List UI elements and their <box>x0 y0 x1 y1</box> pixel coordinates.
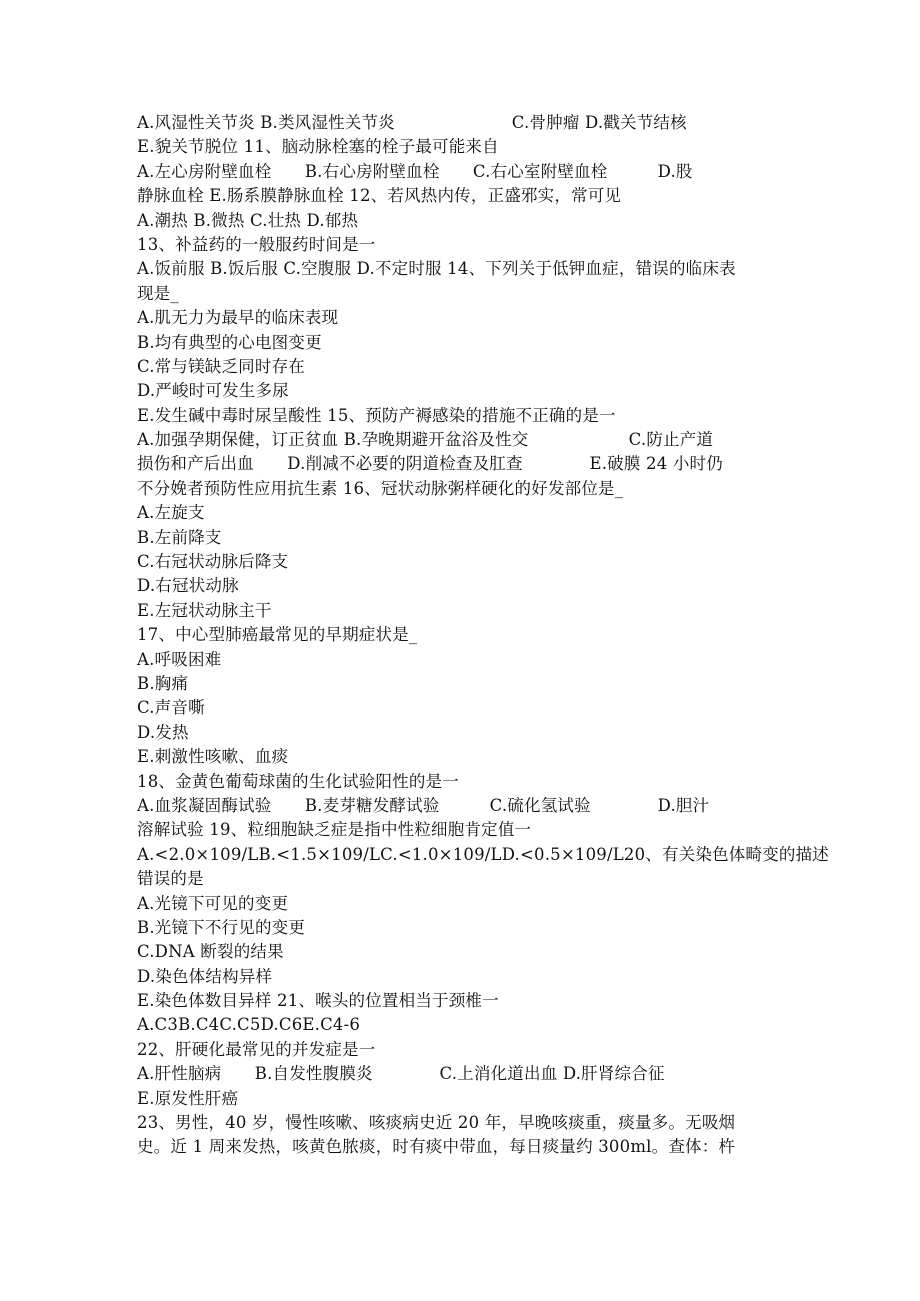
text-line: D.右冠状动脉 <box>137 576 239 596</box>
text-line: A.加强孕期保健，订正贫血 B.孕晚期避开盆浴及性交 C.防止产道 <box>137 430 714 450</box>
text-line: B.均有典型的心电图变更 <box>137 332 322 352</box>
text-line: A.左旋支 <box>137 503 205 523</box>
text-line: A.左心房附壁血栓 B.右心房附壁血栓 C.右心室附壁血栓 D.股 <box>137 161 693 181</box>
text-line: A.肌无力为最早的临床表现 <box>137 308 339 328</box>
text-line: B.胸痛 <box>137 673 189 693</box>
text-line: E.原发性肝癌 <box>137 1088 239 1108</box>
text-line: E.染色体数目异样 21、喉头的位置相当于颈椎一 <box>137 991 499 1011</box>
text-line: A.光镜下可见的变更 <box>137 893 289 913</box>
text-line: A.潮热 B.微热 C.壮热 D.郁热 <box>137 210 359 230</box>
text-line: C.右冠状动脉后降支 <box>137 552 289 572</box>
text-line: 18、金黄色葡萄球菌的生化试验阳性的是一 <box>137 771 459 791</box>
text-line: D.染色体结构异样 <box>137 966 273 986</box>
text-line: 损伤和产后出血 D.削减不必要的阴道检查及肛查 E.破膜 24 小时仍 <box>137 454 723 474</box>
text-line: 史。近 1 周来发热，咳黄色脓痰，时有痰中带血，每日痰量约 300ml。查体：杵 <box>137 1137 736 1157</box>
text-line: A.呼吸困难 <box>137 649 222 669</box>
text-line: D.严峻时可发生多尿 <box>137 381 289 401</box>
text-line: B.左前降支 <box>137 527 222 547</box>
text-line: A.血浆凝固酶试验 B.麦芽糖发酵试验 C.硫化氢试验 D.胆汁 <box>137 795 710 815</box>
text-line: 溶解试验 19、粒细胞缺乏症是指中性粒细胞肯定值一 <box>137 820 532 840</box>
text-line: B.光镜下不行见的变更 <box>137 917 306 937</box>
text-line: A.风湿性关节炎 B.类风湿性关节炎 C.骨肿瘤 D.戳关节结核 <box>137 113 687 132</box>
text-line: D.发热 <box>137 722 189 742</box>
text-line: 不分娩者预防性应用抗生素 16、冠状动脉粥样硬化的好发部位是_ <box>137 478 624 498</box>
text-line: 错误的是 <box>137 869 204 889</box>
text-line: A.<2.0×109/LB.<1.5×109/LC.<1.0×109/LD.<0.5×109/L20、有关染色体畸变的描述 <box>137 844 829 864</box>
text-line: E.发生碱中毒时尿呈酸性 15、预防产褥感染的措施不正确的是一 <box>137 405 616 425</box>
text-line: A.饭前服 B.饭后服 C.空腹服 D.不定时服 14、下列关于低钾血症，错误的临床表 <box>137 259 736 279</box>
text-line: C.声音嘶 <box>137 698 205 718</box>
text-line: A.肝性脑病 B.自发性腹膜炎 C.上消化道出血 D.肝肾综合征 <box>137 1064 665 1084</box>
text-line: E.刺激性咳嗽、血痰 <box>137 747 289 767</box>
text-line: 13、补益药的一般服药时间是一 <box>137 234 376 254</box>
text-line: E.貌关节脱位 11、脑动脉栓塞的栓子最可能来自 <box>137 137 499 157</box>
text-line: 22、肝硬化最常见的并发症是一 <box>137 1039 376 1059</box>
text-line: 17、中心型肺癌最常见的早期症状是_ <box>137 625 418 645</box>
text-line: C.DNA 断裂的结果 <box>137 942 284 962</box>
text-line: 23、男性，40 岁，慢性咳嗽、咳痰病史近 20 年，早晚咳痰重，痰量多。无吸烟 <box>137 1113 736 1133</box>
text-line: A.C3B.C4C.C5D.C6E.C4-6 <box>137 1015 361 1035</box>
text-line: E.左冠状动脉主干 <box>137 600 272 620</box>
text-line: 静脉血栓 E.肠系膜静脉血栓 12、若风热内传，正盛邪实，常可见 <box>137 186 622 206</box>
document-body <box>137 111 829 1160</box>
text-line: C.常与镁缺乏同时存在 <box>137 356 305 376</box>
text-line: 现是_ <box>137 283 179 303</box>
